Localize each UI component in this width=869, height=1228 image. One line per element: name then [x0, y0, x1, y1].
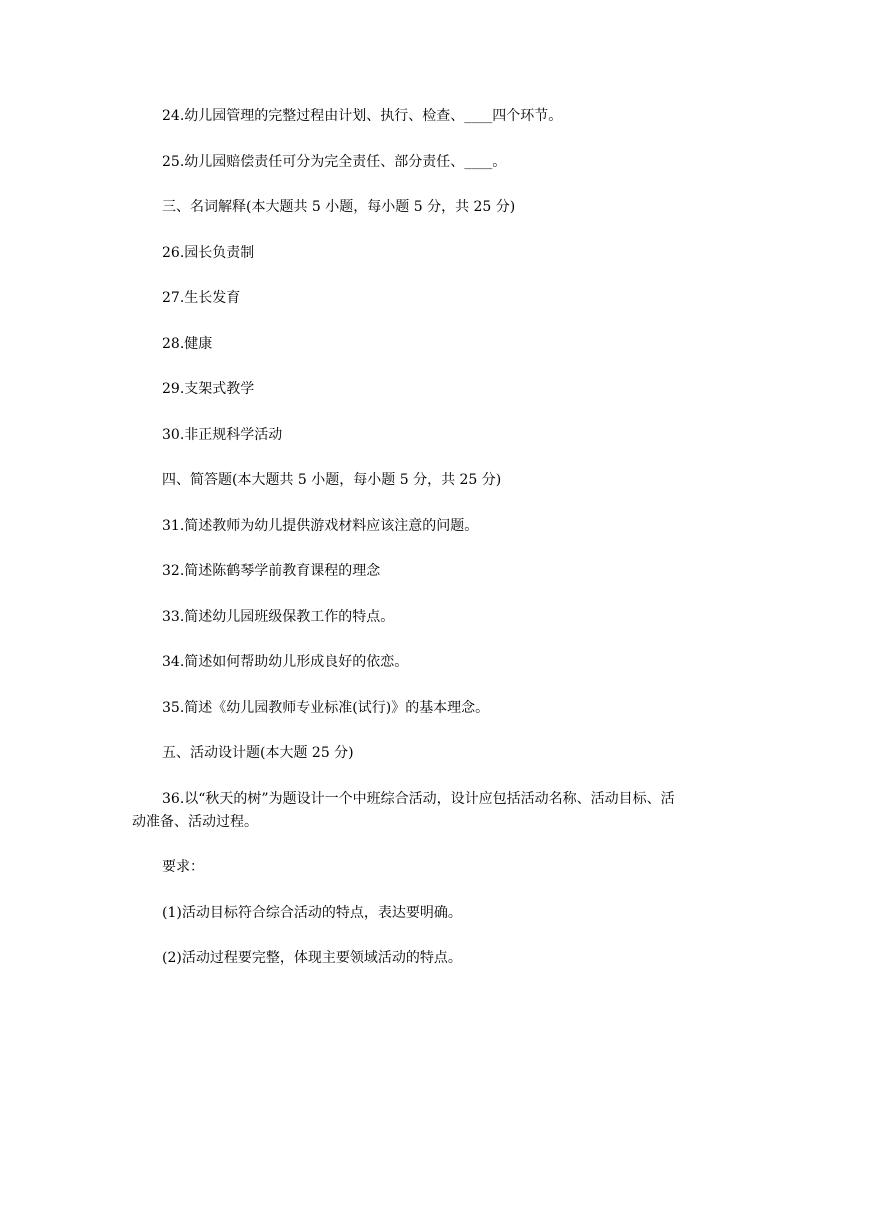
section-heading-activity-design: 五、活动设计题(本大题 25 分): [162, 745, 354, 761]
section-heading-short-answer: 四、简答题(本大题共 5 小题，每小题 5 分，共 25 分): [162, 472, 502, 488]
question-36-line-2: 动准备、活动过程。: [132, 814, 258, 830]
question-27: 27.生长发育: [162, 290, 241, 306]
question-26: 26.园长负责制: [162, 245, 255, 261]
question-29: 29.支架式教学: [162, 381, 255, 397]
question-28: 28.健康: [162, 336, 213, 352]
question-35: 35.简述《幼儿园教师专业标准(试行)》的基本理念。: [162, 700, 490, 716]
question-24: 24.幼儿园管理的完整过程由计划、执行、检查、____四个环节。: [162, 108, 563, 124]
question-36-line-1: 36.以“秋天的树”为题设计一个中班综合活动，设计应包括活动名称、活动目标、活: [162, 791, 675, 807]
question-33: 33.简述幼儿园班级保教工作的特点。: [162, 609, 395, 625]
question-25: 25.幼儿园赔偿责任可分为完全责任、部分责任、____。: [162, 154, 507, 170]
section-heading-terms: 三、名词解释(本大题共 5 小题，每小题 5 分，共 25 分): [162, 199, 516, 215]
question-34: 34.简述如何帮助幼儿形成良好的依恋。: [162, 654, 409, 670]
requirements-label: 要求：: [162, 859, 204, 875]
question-30: 30.非正规科学活动: [162, 427, 283, 443]
question-32: 32.简述陈鹤琴学前教育课程的理念: [162, 563, 381, 579]
requirement-item-1: (1)活动目标符合综合活动的特点，表达要明确。: [162, 905, 462, 921]
question-31: 31.简述教师为幼儿提供游戏材料应该注意的问题。: [162, 518, 479, 534]
requirement-item-2: (2)活动过程要完整，体现主要领域活动的特点。: [162, 950, 462, 966]
